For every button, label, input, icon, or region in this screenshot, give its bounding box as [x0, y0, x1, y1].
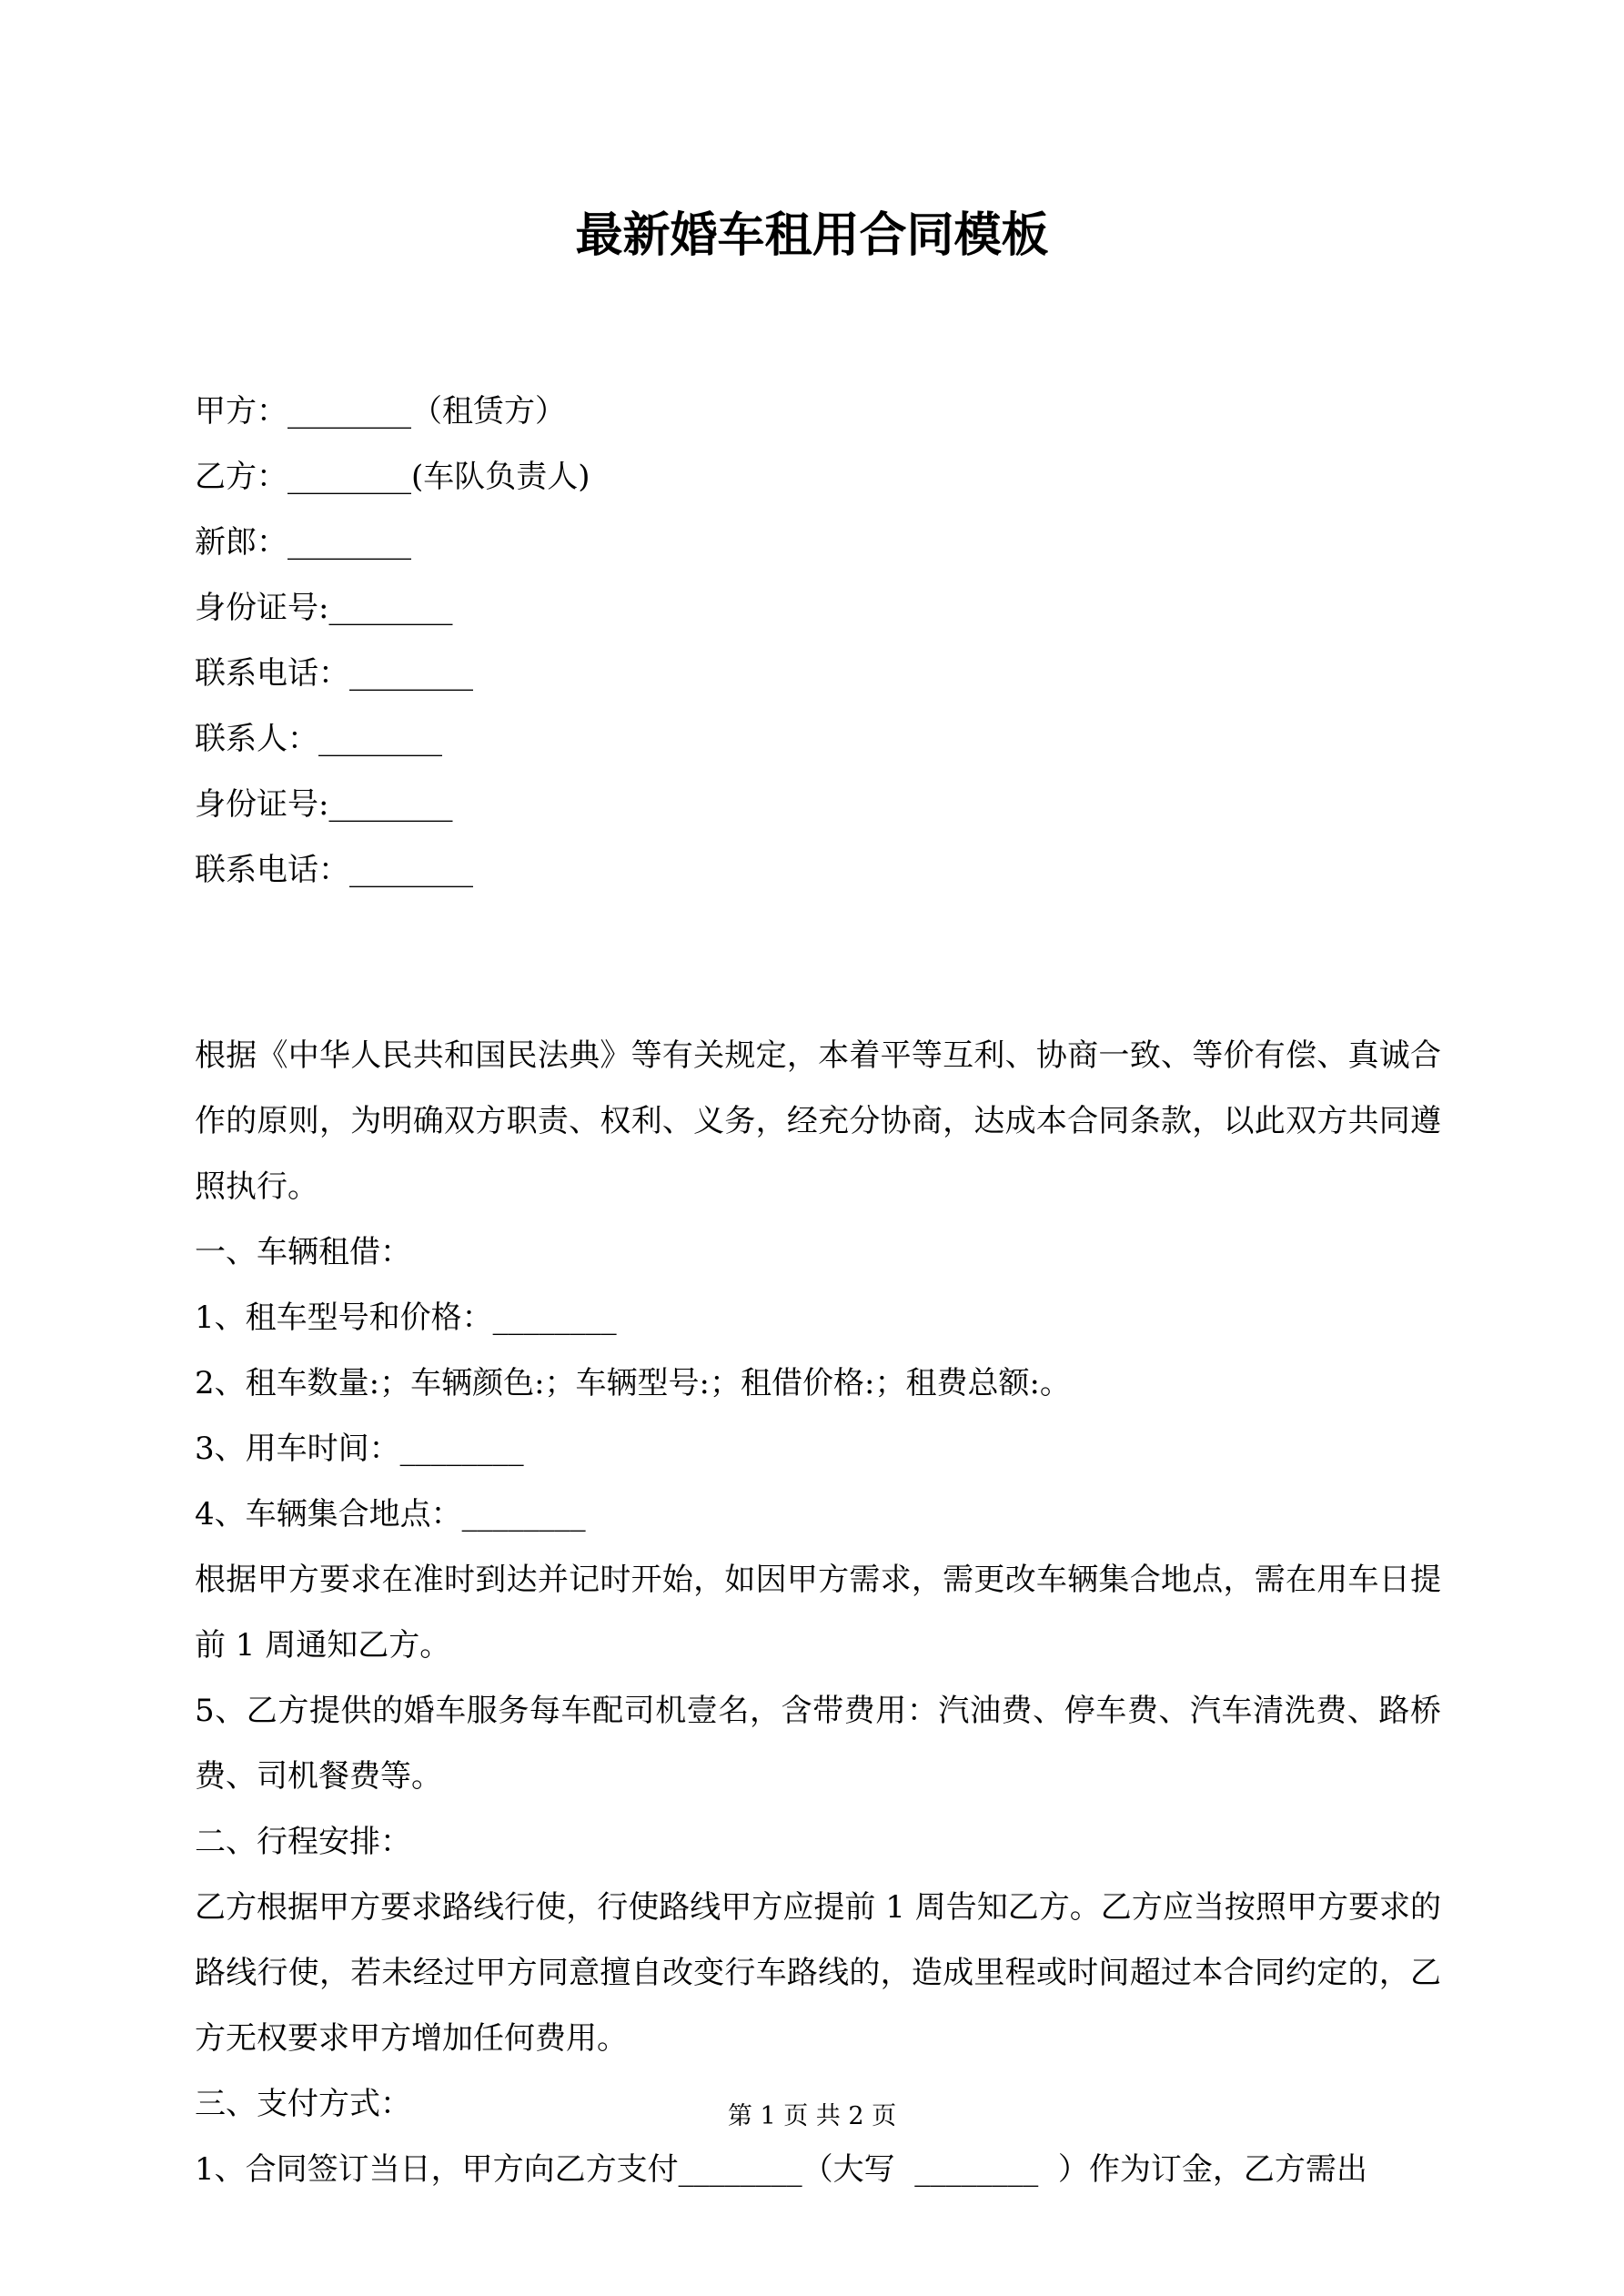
document-title: 最新婚车租用合同模板	[575, 207, 1049, 263]
clause-vehicle-model-price: 1、租车型号和价格：________	[195, 1300, 617, 1336]
contact-person-line: 联系人：________	[195, 721, 442, 757]
groom-line: 新郎：________	[195, 524, 411, 561]
clause-usage-time: 3、用车时间：________	[195, 1431, 524, 1467]
page-number: 第 1 页 共 2 页	[727, 2102, 897, 2130]
clause-deposit: 1、合同签订当日，甲方向乙方支付________（大写 ________ ）作为订金，乙方需出	[195, 2151, 1367, 2188]
clause-driver-service: 5、乙方提供的婚车服务每车配司机壹名，含带费用：汽油费、停车费、汽车清洗费、路桥费、司机餐费等。	[195, 1693, 1441, 1795]
itinerary-paragraph: 乙方根据甲方要求路线行使，行使路线甲方应提前 1 周告知乙方。乙方应当按照甲方要求的路线行使，若未经过甲方同意擅自改变行车路线的，造成里程或时间超过本合同约定的，乙方无权要求甲方增加任何费用。	[195, 1889, 1441, 2057]
clause-meeting-location-note: 根据甲方要求在准时到达并记时开始，如因甲方需求，需更改车辆集合地点，需在用车日提前 1 周通知乙方。	[195, 1562, 1441, 1664]
contact-phone-line: 联系电话：________	[195, 852, 473, 888]
clause-meeting-location: 4、车辆集合地点：________	[195, 1496, 586, 1532]
party-a-line: 甲方：________（租赁方）	[195, 393, 566, 430]
document-body	[195, 379, 1441, 2202]
clause-vehicle-quantity: 2、租车数量:；车辆颜色:；车辆型号:；租借价格:；租费总额:。	[195, 1365, 1071, 1401]
spacer	[195, 903, 1441, 1023]
groom-id-line: 身份证号:________	[195, 590, 453, 626]
groom-phone-line: 联系电话：________	[195, 655, 473, 692]
contact-id-line: 身份证号:________	[195, 786, 453, 823]
party-b-line: 乙方：________(车队负责人)	[195, 459, 590, 495]
section-heading-vehicle-rental: 一、车辆租借：	[195, 1234, 411, 1270]
section-heading-payment: 三、支付方式：	[195, 2086, 411, 2122]
section-heading-itinerary: 二、行程安排：	[195, 1824, 411, 1860]
intro-paragraph: 根据《中华人民共和国民法典》等有关规定，本着平等互利、协商一致、等价有偿、真诚合作的原则，为明确双方职责、权利、义务，经充分协商，达成本合同条款，以此双方共同遵照执行。	[195, 1037, 1441, 1205]
